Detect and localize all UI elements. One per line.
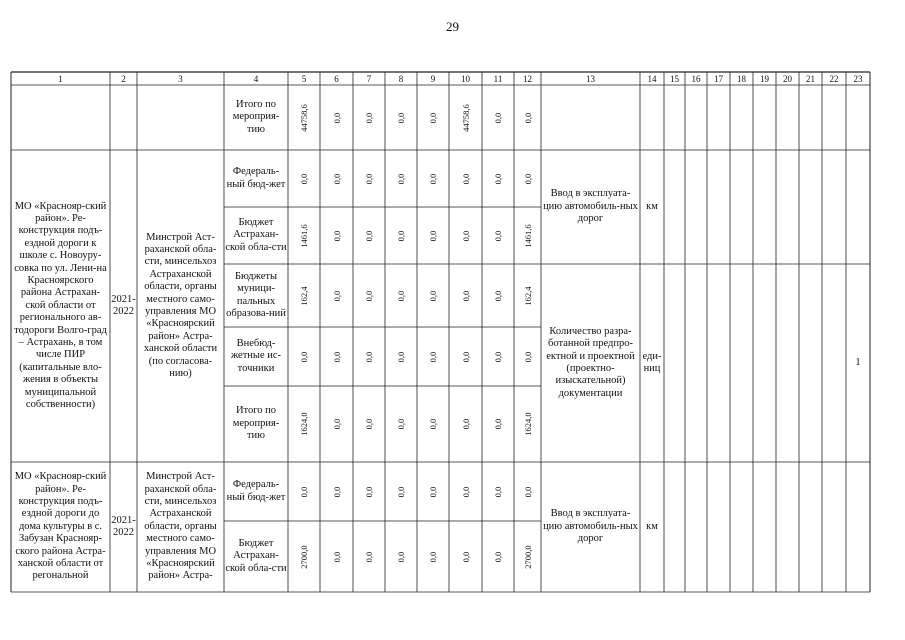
amount-value: 0,0	[396, 112, 406, 123]
amount-value: 0,0	[428, 418, 438, 430]
header-cell-19: 19	[760, 73, 769, 84]
project-description	[11, 85, 110, 150]
amount-value: 0,0	[364, 173, 374, 184]
amount-value: 1624,0	[299, 412, 309, 436]
amount-value: 0,0	[396, 351, 406, 362]
amount-value: 0,0	[364, 290, 374, 301]
header-cell-13: 13	[586, 73, 595, 84]
amount-value: 0,0	[331, 173, 342, 184]
amount-value: 0,0	[331, 290, 342, 301]
amount-value: 0,0	[493, 551, 503, 562]
period-cell	[110, 85, 137, 150]
amount-value: 0,0	[460, 486, 471, 497]
indicator-col23	[846, 150, 870, 264]
amount-value: 0,0	[493, 290, 503, 301]
amount-value: 0,0	[493, 112, 503, 123]
amount-value: 44758,6	[299, 103, 309, 132]
header-cell-3: 3	[178, 73, 183, 84]
header-cell-11: 11	[493, 73, 503, 84]
indicator-unit: км	[646, 520, 658, 532]
header-cell-4: 4	[253, 73, 259, 84]
amount-value: 0,0	[493, 173, 503, 184]
header-cell-6: 6	[334, 73, 339, 84]
amount-value: 0,0	[493, 351, 503, 362]
indicator-name: Ввод в эксплуата-цию автомобиль-ных дорог	[543, 188, 638, 225]
funding-source: Итого по мероприя-тию	[232, 98, 280, 135]
amount-value: 0,0	[364, 418, 374, 430]
amount-value: 0,0	[396, 230, 406, 241]
header-cell-16: 16	[691, 73, 701, 84]
amount-value: 0,0	[428, 351, 438, 362]
amount-value: 0,0	[460, 351, 471, 362]
amount-value: 1461,6	[299, 223, 309, 248]
project-description: МО «Краснояр-ский район». Ре-конструкция подъ-ездной дороги к школе с. Новоуру-совка по ул. Лени-на Красноярского района Астрахан-ской области от регионального ав-тодороги Волго-град – Астрахань, в том числе ПИР (капитальные вло-жения в объекты муниципальной собственности)	[14, 200, 107, 411]
header-cell-9: 9	[430, 73, 436, 84]
amount-value: 0,0	[331, 486, 342, 497]
amount-value: 0,0	[493, 230, 503, 241]
amount-value: 0,0	[364, 551, 374, 562]
amount-value: 1461,6	[522, 223, 533, 248]
header-cell-22: 22	[829, 73, 839, 84]
indicator-col23	[846, 462, 870, 592]
page-number: 29	[446, 19, 459, 34]
period-cell: 2021-2022	[111, 514, 136, 538]
amount-value: 1624,0	[522, 412, 533, 436]
amount-value: 0,0	[460, 230, 471, 241]
amount-value: 0,0	[428, 230, 438, 241]
funding-source: Внебюд-жетные ис-точники	[230, 337, 282, 374]
amount-value: 0,0	[331, 418, 342, 430]
header-cell-2: 2	[121, 73, 126, 84]
header-cell-1: 1	[58, 73, 63, 84]
header-cell-18: 18	[737, 73, 746, 84]
amount-value: 0,0	[428, 486, 438, 497]
funding-source: Итого по мероприя-тию	[232, 405, 280, 442]
amount-value: 0,0	[396, 551, 406, 562]
amount-value: 0,0	[331, 230, 342, 241]
amount-value: 0,0	[428, 112, 438, 123]
amount-value: 0,0	[364, 112, 374, 123]
amount-value: 0,0	[522, 486, 533, 497]
funding-source: Федераль-ный бюд-жет	[226, 166, 286, 190]
indicator-unit: км	[646, 200, 658, 212]
amount-value: 0,0	[522, 112, 533, 123]
amount-value: 0,0	[493, 486, 503, 497]
header-cell-17: 17	[714, 73, 723, 84]
amount-value: 0,0	[522, 351, 533, 362]
amount-value: 0,0	[460, 173, 471, 184]
amount-value: 0,0	[460, 418, 471, 430]
amount-value: 0,0	[364, 351, 374, 362]
header-cell-8: 8	[398, 73, 404, 84]
executor-cell: Минстрой Аст-раханской обла-сти, минсельхоз Астраханской области, органы местного само-управления МО «Красноярский район» Астра-ханской области (по согласова-нию)	[143, 231, 218, 380]
header-cell-5: 5	[301, 73, 307, 84]
funding-source: Бюджет Астрахан-ской обла-сти	[225, 537, 287, 574]
amount-value: 0,0	[428, 290, 438, 301]
amount-value: 162,4	[522, 285, 533, 306]
header-cell-23: 23	[853, 73, 863, 84]
funding-source: Федераль-ный бюд-жет	[226, 479, 286, 503]
header-cell-12: 12	[523, 73, 532, 84]
project-description: МО «Краснояр-ский район». Ре-конструкция подъ-ездной дороги до дома культуры в с. Забузан Краснояр-ского района Астра-ханской области от регональной	[14, 471, 107, 582]
amount-value: 0,0	[396, 173, 406, 184]
indicator-name: Количество разра-ботанной предпро-ектной и проектной (проектно-изыскательной) документации	[546, 325, 635, 399]
amount-value: 0,0	[299, 486, 309, 497]
executor-cell	[137, 85, 224, 150]
header-cell-21: 21	[806, 73, 815, 84]
amount-value: 0,0	[396, 418, 406, 430]
amount-value: 2700,0	[522, 544, 533, 569]
amount-value: 0,0	[493, 418, 503, 430]
amount-value: 0,0	[460, 551, 471, 562]
funding-source: Бюджет Астрахан-ской обла-сти	[225, 216, 287, 253]
amount-value: 0,0	[299, 351, 309, 362]
amount-value: 0,0	[364, 486, 374, 497]
header-cell-20: 20	[783, 73, 792, 84]
amount-value: 0,0	[428, 173, 438, 184]
amount-value: 2700,0	[299, 544, 309, 569]
period-cell: 2021-2022	[111, 293, 136, 317]
header-cell-10: 10	[461, 73, 470, 84]
amount-value: 0,0	[331, 112, 342, 123]
amount-value: 44758,6	[460, 103, 471, 132]
amount-value: 0,0	[299, 173, 309, 184]
amount-value: 0,0	[331, 551, 342, 562]
indicator-unit: еди-ниц	[642, 350, 662, 374]
amount-value: 0,0	[460, 290, 471, 301]
indicator-name: Ввод в эксплуата-цию автомобиль-ных дорог	[543, 508, 638, 545]
header-cell-14: 14	[647, 73, 657, 84]
amount-value: 162,4	[299, 285, 309, 306]
header-cell-7: 7	[366, 73, 372, 84]
executor-cell: Минстрой Аст-раханской обла-сти, минсельхоз Астраханской области, органы местного само-управления МО «Красноярский район» Астра-	[144, 471, 217, 582]
amount-value: 0,0	[428, 551, 438, 562]
indicator-col23: 1	[855, 356, 861, 368]
header-cell-15: 15	[670, 73, 679, 84]
funding-source: Бюджеты муници-пальных образова-ний	[226, 270, 286, 319]
amount-value: 0,0	[396, 290, 406, 301]
amount-value: 0,0	[522, 173, 533, 184]
amount-value: 0,0	[364, 230, 374, 241]
amount-value: 0,0	[396, 486, 406, 497]
amount-value: 0,0	[331, 351, 342, 362]
